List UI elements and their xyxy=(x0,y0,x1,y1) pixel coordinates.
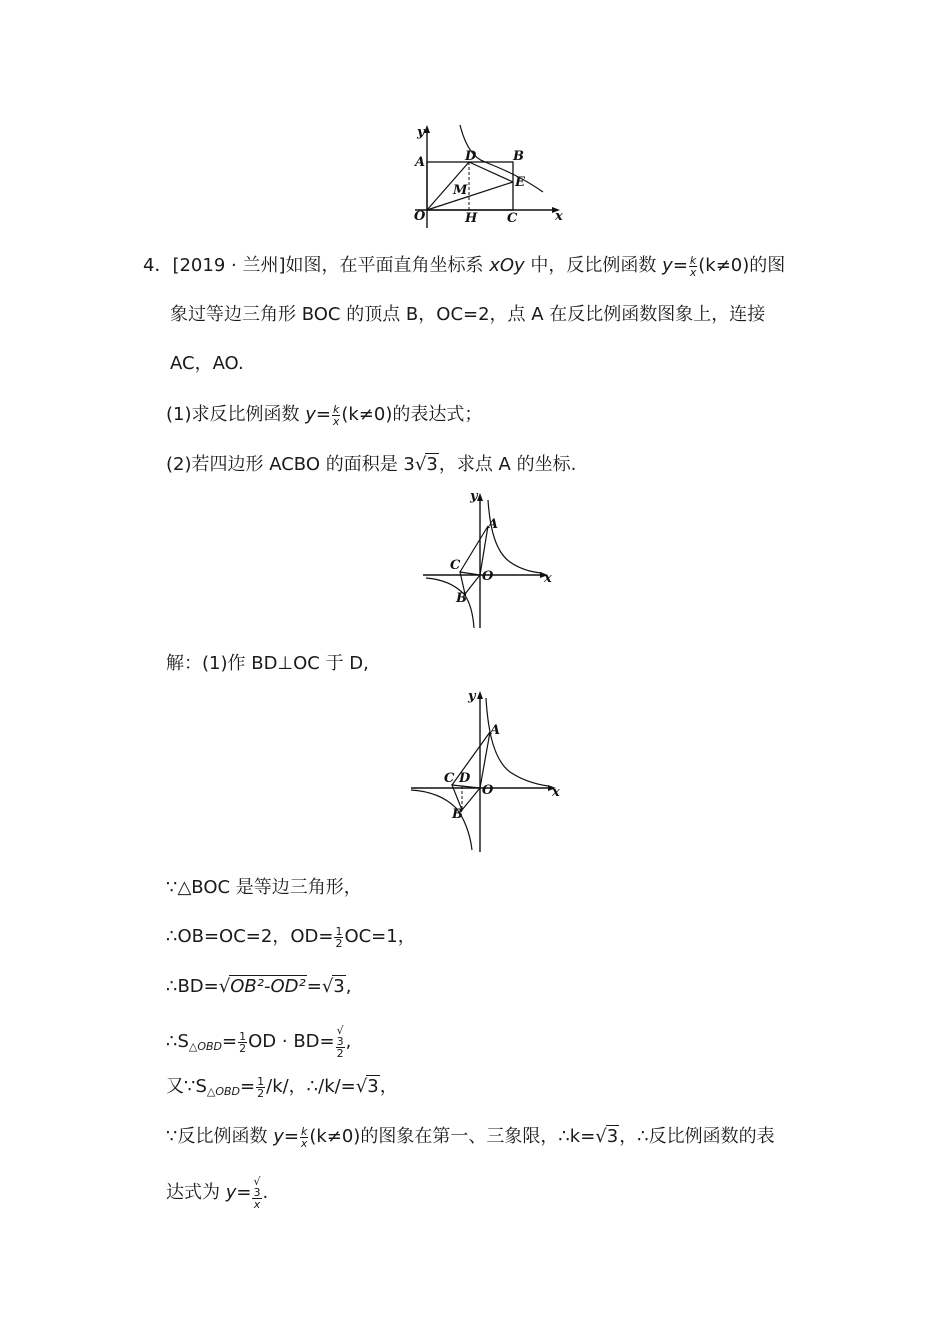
solution-line-1: ∵△BOC 是等边三角形， xyxy=(166,877,362,898)
label-d: D xyxy=(465,149,477,164)
solution-intro: 解：(1)作 BD⊥OC 于 D, xyxy=(166,653,369,674)
fraction-k-over-x: $\frac{k}{x}$ xyxy=(689,253,697,279)
label-b: B xyxy=(513,149,524,164)
solution-line-3: ∴BD=√OB²-OD²=√3, xyxy=(166,976,352,997)
problem-line-2: 象过等边三角形 BOC 的顶点 B，OC=2，点 A 在反比例函数图象上，连接 xyxy=(170,304,766,325)
question-2: (2)若四边形 ACBO 的面积是 3√3，求点 A 的坐标. xyxy=(166,454,577,475)
label-a: A xyxy=(415,155,426,170)
svg-text:B: B xyxy=(456,591,467,606)
label-e: E xyxy=(515,175,525,190)
problem-line-3: AC，AO. xyxy=(170,353,244,374)
solution-line-5: 又$\because S_{\triangle OBD}=$ $\frac{1}{2}$ /k/，∴/k/=√3， xyxy=(166,1074,398,1100)
label-o: O xyxy=(414,209,426,224)
question-1: (1)求反比例函数 y= $\frac{k}{x}$ (k≠0)的表达式； xyxy=(166,402,483,428)
label-x: x xyxy=(555,209,563,224)
svg-text:x: x xyxy=(544,571,552,586)
solution-line-7: 达式为 y= √ 3 x . xyxy=(166,1175,269,1211)
label-h: H xyxy=(465,211,478,226)
svg-text:C: C xyxy=(444,771,455,786)
svg-text:A: A xyxy=(490,723,501,738)
svg-text:y: y xyxy=(470,490,478,504)
label-y: y xyxy=(417,125,425,140)
svg-text:y: y xyxy=(468,689,476,704)
solution-line-2: ∴OB=OC=2，OD= $\frac{1}{2}$ OC=1， xyxy=(166,924,416,950)
label-m: M xyxy=(453,183,468,198)
svg-text:x: x xyxy=(552,785,560,800)
figure-triangle-altitude xyxy=(406,688,566,856)
figure-rectangle-hyperbola xyxy=(405,120,575,232)
solution-line-6: ∵反比例函数 y= $\frac{k}{x}$ (k≠0)的图象在第一、三象限，∴k=√3，∴反比例函数的表 xyxy=(166,1124,775,1150)
problem-source: [2019 · 兰州] xyxy=(172,255,286,276)
label-c: C xyxy=(507,211,518,226)
svg-text:B: B xyxy=(452,807,463,822)
solution-line-4: $\therefore S_{\triangle OBD}=$ $\frac{1}{2}$ OD · BD= √ 3 2 , xyxy=(166,1024,352,1060)
svg-text:O: O xyxy=(482,569,494,584)
problem-line-1: 4．[2019 · 兰州]如图，在平面直角坐标系 xOy 中，反比例函数 y= $\frac{k}{x}$ (k≠0)的图 xyxy=(143,253,786,279)
figure-triangle-hyperbola xyxy=(418,490,558,632)
svg-text:O: O xyxy=(482,783,494,798)
problem-number: 4． xyxy=(143,255,173,276)
svg-text:D: D xyxy=(459,771,471,786)
svg-text:C: C xyxy=(450,558,461,573)
svg-text:A: A xyxy=(488,517,499,532)
